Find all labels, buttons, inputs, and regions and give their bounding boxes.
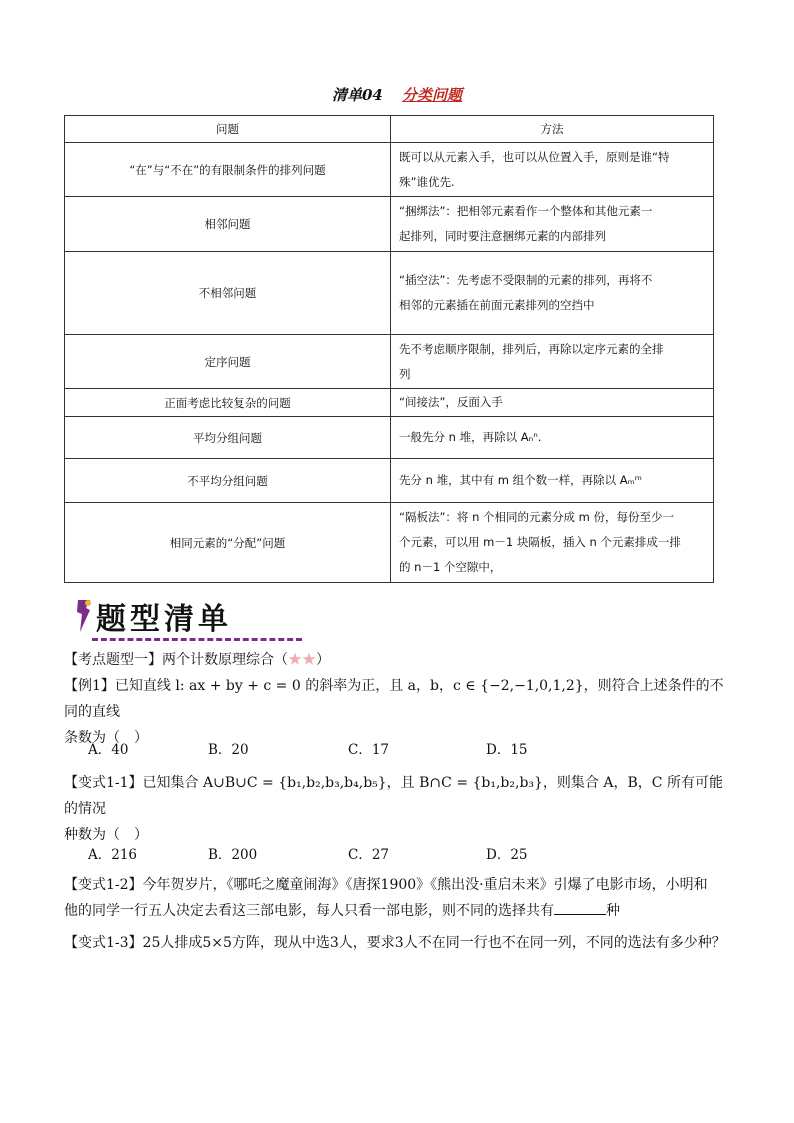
difficulty-stars: ★★ (288, 652, 316, 668)
table-row (65, 197, 714, 252)
option-a: A．40 (88, 742, 129, 758)
method-cell: 既可以从元素入手，也可以从位置入手，原则是谁“特 殊”谁优先. (391, 143, 714, 197)
question-cell: 不相邻问题 (65, 252, 391, 335)
method-cell: “插空法”：先考虑不受限制的元素的排列，再将不 相邻的元素插在前面元素排列的空挡中 (391, 252, 714, 335)
banner-underline (92, 632, 302, 641)
question-cell: 正面考虑比较复杂的问题 (65, 389, 391, 417)
table-row (65, 389, 714, 417)
method-cell: “间接法”，反面入手 (391, 389, 714, 417)
variant-1-1 (64, 770, 730, 848)
document-title (0, 84, 794, 105)
example-1-line1: 【例1】已知直线 l: ax + by + c = 0 的斜率为正，且 a，b，c ∈ {−2,−1,0,1,2}，则符合上述条件的不同的直线 (64, 678, 724, 720)
table-row (65, 252, 714, 335)
section-heading: 【考点题型一】两个计数原理综合（★★） (64, 652, 330, 668)
method-cell: “隔板法”：将 n 个相同的元素分成 m 份，每份至少一 个元素，可以用 m－1 块隔板，插入 n 个元素排成一排 的 n－1 个空隙中， (391, 503, 714, 583)
variant-1-2-line2: 他的同学一行五人决定去看这三部电影，每人只看一部电影，则不同的选择共有 种 (64, 898, 730, 924)
variant-1-1-line2: 种数为（ ） (64, 827, 148, 843)
option-c: C．17 (348, 742, 390, 758)
option-d: D．15 (486, 742, 528, 758)
title-prefix: 清单04 (331, 86, 383, 104)
method-cell: “捆绑法”：把相邻元素看作一个整体和其他元素一 起排列，同时要注意捆绑元素的内部排列 (391, 197, 714, 252)
question-cell: “在”与“不在”的有限制条件的排列问题 (65, 143, 391, 197)
option-c: C．27 (348, 847, 390, 863)
question-cell: 定序问题 (65, 335, 391, 389)
option-b: B．20 (208, 742, 249, 758)
question-cell: 不平均分组问题 (65, 459, 391, 503)
table-row (65, 503, 714, 583)
question-types-banner (74, 594, 244, 642)
option-a: A．216 (88, 847, 138, 863)
example-1 (64, 673, 730, 751)
table-row (65, 143, 714, 197)
variant-1-2 (64, 872, 730, 924)
header-question: 问题 (65, 116, 391, 143)
question-cell: 相邻问题 (65, 197, 391, 252)
variant-1-3 (64, 930, 730, 956)
summary-table (64, 115, 714, 583)
example-1-line2: 条数为（ ） (64, 730, 148, 746)
answer-blank[interactable] (554, 900, 606, 915)
method-cell: 先分 n 堆，其中有 m 组个数一样，再除以 Aₘᵐ (391, 459, 714, 503)
table-row (65, 417, 714, 459)
table-row (65, 459, 714, 503)
method-cell: 一般先分 n 堆，再除以 Aₙⁿ. (391, 417, 714, 459)
option-b: B．200 (208, 847, 258, 863)
option-d: D．25 (486, 847, 528, 863)
variant-1-3-line1: 【变式1-3】25人排成5×5方阵，现从中选3人，要求3人不在同一行也不在同一列，不同的选法有多少种？ (64, 935, 726, 951)
question-cell: 平均分组问题 (65, 417, 391, 459)
pencil-icon (74, 596, 94, 636)
banner-text: 题型清单 (96, 602, 232, 637)
method-cell: 先不考虑顺序限制，排列后，再除以定序元素的全排 列 (391, 335, 714, 389)
variant-1-1-line1: 【变式1-1】已知集合 A∪B∪C = {b₁,b₂,b₃,b₄,b₅}，且 B∩C = {b₁,b₂,b₃}，则集合 A，B，C 所有可能的情况 (64, 775, 723, 817)
table-header-row (65, 116, 714, 143)
question-cell: 相同元素的“分配”问题 (65, 503, 391, 583)
table-row (65, 335, 714, 389)
header-method: 方法 (391, 116, 714, 143)
section-label: 【考点题型一】两个计数原理综合（ (64, 652, 288, 668)
variant-1-2-line1: 【变式1-2】今年贺岁片，《哪吒之魔童闹海》《唐探1900》《熊出没·重启未来》引爆了电影市场，小明和 (64, 877, 708, 893)
title-topic: 分类问题 (402, 86, 463, 104)
